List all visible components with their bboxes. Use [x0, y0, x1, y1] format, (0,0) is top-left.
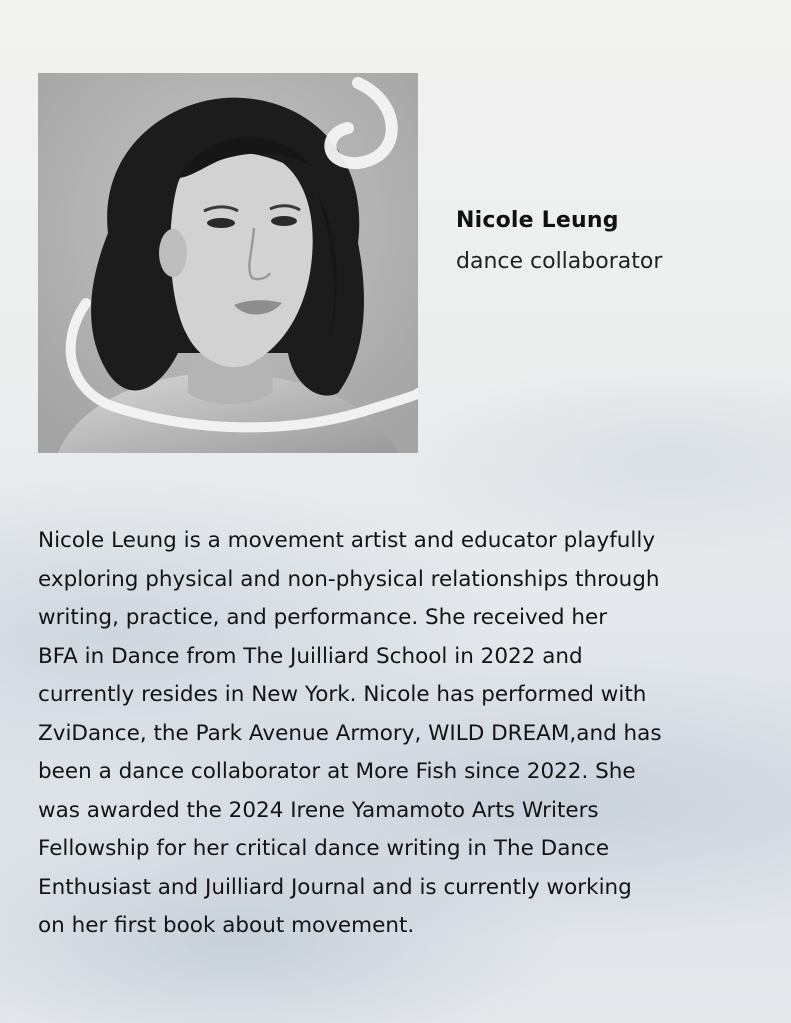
bio-line: Fellowship for her critical dance writing in The Dance: [38, 836, 610, 861]
profile-role: dance collaborator: [456, 249, 663, 274]
bio-line: writing, practice, and performance. She received her: [38, 605, 608, 630]
bio-line: on her first book about movement.: [38, 913, 415, 938]
bio-line: currently resides in New York. Nicole has performed with: [38, 682, 647, 707]
bio-line: Enthusiast and Juilliard Journal and is currently working: [38, 874, 632, 900]
bio-line: been a dance collaborator at More Fish since 2022. She: [38, 759, 636, 784]
portrait-illustration: [38, 73, 418, 453]
bio-line: Nicole Leung is a movement artist and educator playfully: [38, 528, 656, 553]
bio-text: [38, 522, 750, 946]
bio-line: was awarded the 2024 Irene Yamamoto Arts Writers: [38, 797, 599, 823]
bio-line: exploring physical and non-physical relationships through: [38, 566, 660, 592]
profile-name: Nicole Leung: [456, 208, 619, 233]
bio-line: ZviDance, the Park Avenue Armory, WILD DREAM,and has: [38, 720, 662, 746]
bio-line: BFA in Dance from The Juilliard School in 2022 and: [38, 643, 583, 669]
portrait-photo: [38, 73, 418, 453]
